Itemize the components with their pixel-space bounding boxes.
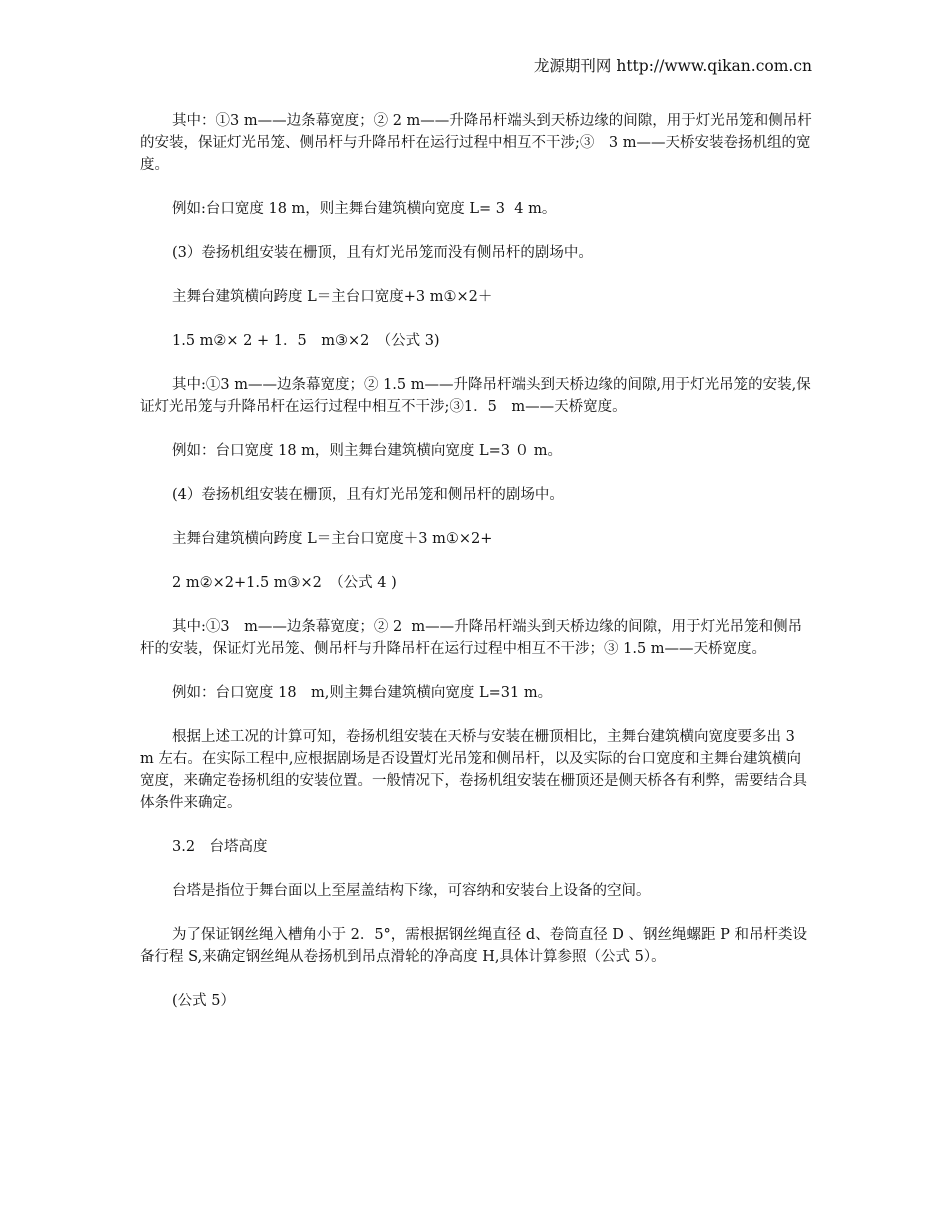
paragraph-explanation-case3: 其中:①3 m——边条幕宽度；② 1.5 m——升降吊杆端头到天桥边缘的间隙,用于灯光吊笼的安装,保证灯光吊笼与升降吊杆在运行过程中相互不干涉;③1．5 m——天桥宽度。 — [140, 377, 811, 415]
paragraph-formula4-line2: 2 m②×2+1.5 m③×2 （公式 4 ) — [172, 575, 397, 591]
paragraph-example-case3: 例如：台口宽度 18 m，则主舞台建筑横向宽度 L=3 ０ m。 — [172, 443, 562, 459]
paragraph-calculation-intro: 为了保证钢丝绳入槽角小于 2．5°，需根据钢丝绳直径 d、卷筒直径 D 、钢丝绳螺距 P 和吊杆类设备行程 S,来确定钢丝绳从卷扬机到吊点滑轮的净高度 H,具体计算参照（公式 5）。 — [140, 927, 808, 965]
section-heading-3-2: 3.2 台塔高度 — [172, 839, 268, 855]
paragraph-case4-heading: (4）卷扬机组安装在栅顶，且有灯光吊笼和侧吊杆的剧场中。 — [172, 487, 564, 503]
paragraph-example-case4: 例如：台口宽度 18 m,则主舞台建筑横向宽度 L=31 m。 — [172, 685, 553, 701]
paragraph-case3-heading: (3）卷扬机组安装在栅顶，且有灯光吊笼而没有侧吊杆的剧场中。 — [172, 245, 593, 261]
paragraph-conclusion: 根据上述工况的计算可知，卷扬机组安装在天桥与安装在栅顶相比，主舞台建筑横向宽度要多出 3 m 左右。在实际工程中,应根据剧场是否设置灯光吊笼和侧吊杆，以及实际的台口宽度和主舞台建筑横向宽度，来确定卷扬机组的安装位置。一般情况下，卷扬机组安装在栅顶还是侧天桥各有利弊，需要结合具体条件来确定。 — [140, 729, 810, 811]
document-body — [140, 110, 812, 1012]
paragraph-explanation-case4: 其中:①3 m——边条幕宽度；② 2 m——升降吊杆端头到天桥边缘的间隙，用于灯光吊笼和侧吊杆的安装，保证灯光吊笼、侧吊杆与升降吊杆在运行过程中相互不干涉；③ 1.5 m——天桥宽度。 — [140, 619, 803, 657]
paragraph-example-case2: 例如:台口宽度 18 m，则主舞台建筑横向宽度 L= 3 4 m。 — [172, 201, 557, 217]
page-header-source: 龙源期刊网 http://www.qikan.com.cn — [533, 57, 812, 75]
paragraph-formula3-line1: 主舞台建筑横向跨度 L＝主台口宽度+3 m①×2＋ — [172, 289, 493, 305]
paragraph-definition: 台塔是指位于舞台面以上至屋盖结构下缘，可容纳和安装台上设备的空间。 — [172, 883, 651, 899]
paragraph-formula5-label: (公式 5） — [172, 993, 235, 1009]
paragraph-formula4-line1: 主舞台建筑横向跨度 L＝主台口宽度＋3 m①×2+ — [172, 531, 493, 547]
paragraph-explanation-case2: 其中：①3 m——边条幕宽度；② 2 m——升降吊杆端头到天桥边缘的间隙，用于灯光吊笼和侧吊杆的安装，保证灯光吊笼、侧吊杆与升降吊杆在运行过程中相互不干涉;③ 3 m——天桥安装卷扬机组的宽度。 — [140, 113, 812, 173]
paragraph-formula3-line2: 1.5 m②× 2 + 1．5 m③×2 （公式 3) — [172, 333, 440, 349]
